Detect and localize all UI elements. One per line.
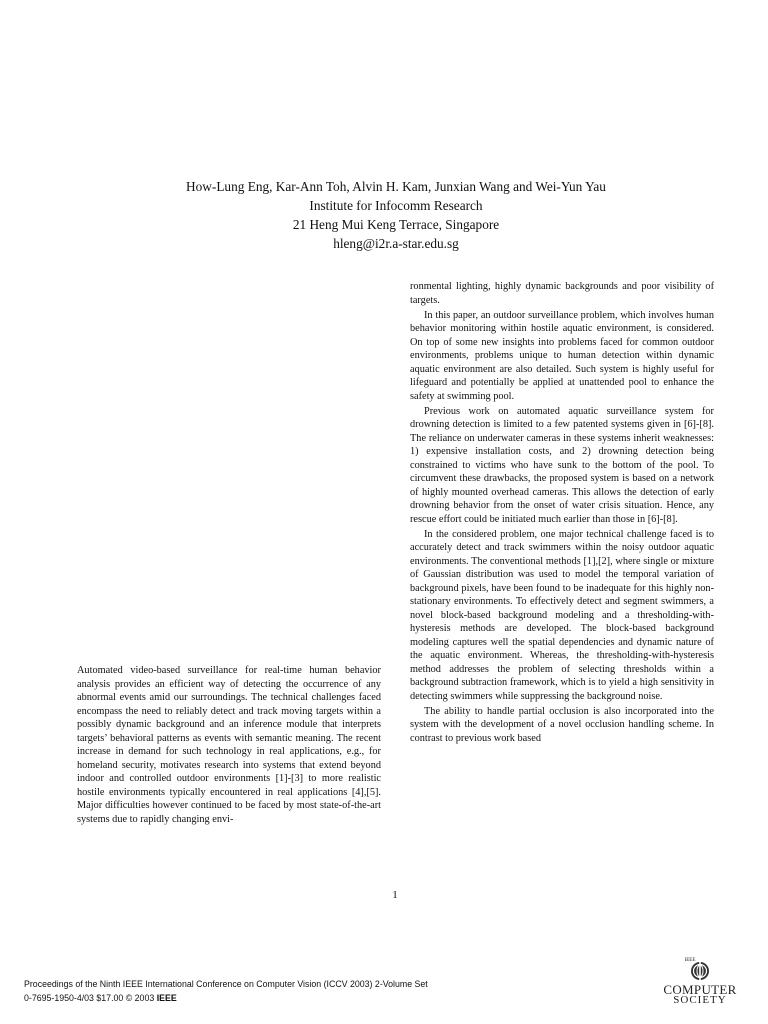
paragraph: Previous work on automated aquatic surveillance system for drowning detection is limited to a few patented systems given in [6]-[8]. The reliance on underwater cameras in these systems inherit weaknesses: 1) expensive installation costs, and 2) drowning detection being constrained to victims who have sunk to the bottom of the pool. To circumvent these drawbacks, the proposed system is based on a network of highly mounted overhead cameras. This allows the detection of early drowning behavior from the onset of water crisis situation. Hence, any rescue effort could be initiated much earlier than those in [6]-[8]. <box>410 405 714 525</box>
left-column <box>77 664 381 826</box>
email: hleng@i2r.a-star.edu.sg <box>333 236 459 251</box>
author-header <box>0 177 768 253</box>
footer-proceedings: Proceedings of the Ninth IEEE International Conference on Computer Vision (ICCV 2003) 2-Volume Set <box>24 979 428 989</box>
logo-computer-text: COMPUTER <box>663 982 737 997</box>
footer-copyright <box>24 992 177 1004</box>
page-number: 1 <box>392 889 398 901</box>
footer-isbn: 0-7695-1950-4/03 $17.00 © 2003 <box>24 993 157 1003</box>
address: 21 Heng Mui Keng Terrace, Singapore <box>292 217 500 232</box>
footer-ieee: IEEE <box>156 993 177 1003</box>
paragraph: Automated video-based surveillance for real-time human behavior analysis provides an efficient way of detecting the occurrence of any abnormal events amid our surroundings. The technical challenges faced encompass the need to reliably detect and track moving targets within a possibly dynamic background and an inference module that interprets targets’ behavioral patterns as events with semantic meaning. The recent increase in demand for such technology in real applications, e.g., for homeland security, motivates research into systems that extend beyond indoor and controlled outdoor environments [1]-[3] to more realistic hostile environments typically encountered in real applications [4],[5]. Major difficulties however continued to be faced by most state-of-the-art systems due to rapidly changing envi- <box>77 665 381 825</box>
paragraph: In this paper, an outdoor surveillance problem, which involves human behavior monitoring within hostile aquatic environment, is considered. On top of some new insights into problems faced for common outdoor environments, problems unique to human detection within dynamic aquatic environment are also detailed. Such system is highly useful for lifeguard and potentially be applied at unattended pool to enhance the safety at swimming pool. <box>410 309 714 402</box>
logo-ieee-text: IEEE <box>684 958 696 963</box>
right-column <box>410 280 714 745</box>
paragraph: The ability to handle partial occlusion is also incorporated into the system with the development of a novel occlusion handling scheme. In contrast to previous work based <box>410 705 714 744</box>
institute: Institute for Infocomm Research <box>309 198 483 213</box>
authors: How-Lung Eng, Kar-Ann Toh, Alvin H. Kam, Junxian Wang and Wei-Yun Yau <box>186 179 606 194</box>
paragraph: ronmental lighting, highly dynamic backgrounds and poor visibility of targets. <box>410 281 714 306</box>
logo-society-text: SOCIETY <box>673 994 727 1006</box>
computer-society-logo <box>654 958 746 1010</box>
paragraph: In the considered problem, one major technical challenge faced is to accurately detect and track swimmers within the noisy outdoor aquatic environments. The conventional methods [1],[2], where single or mixture of Gaussian distribution was used to model the temporal variation of background pixels, have been found to be inadequate for this highly non-stationary environments. To effectively detect and segment swimmers, a novel block-based background modeling and a thresholding-with-hysteresis methods are developed. The block-based background modeling captures well the spatial dependencies and dynamic nature of the aquatic environment. Whereas, the thresholding-with-hysteresis method addresses the problem of selecting thresholds within a background subtraction framework, which is to yield a high sensitivity in detecting swimmers while suppressing the background noise. <box>410 528 714 702</box>
